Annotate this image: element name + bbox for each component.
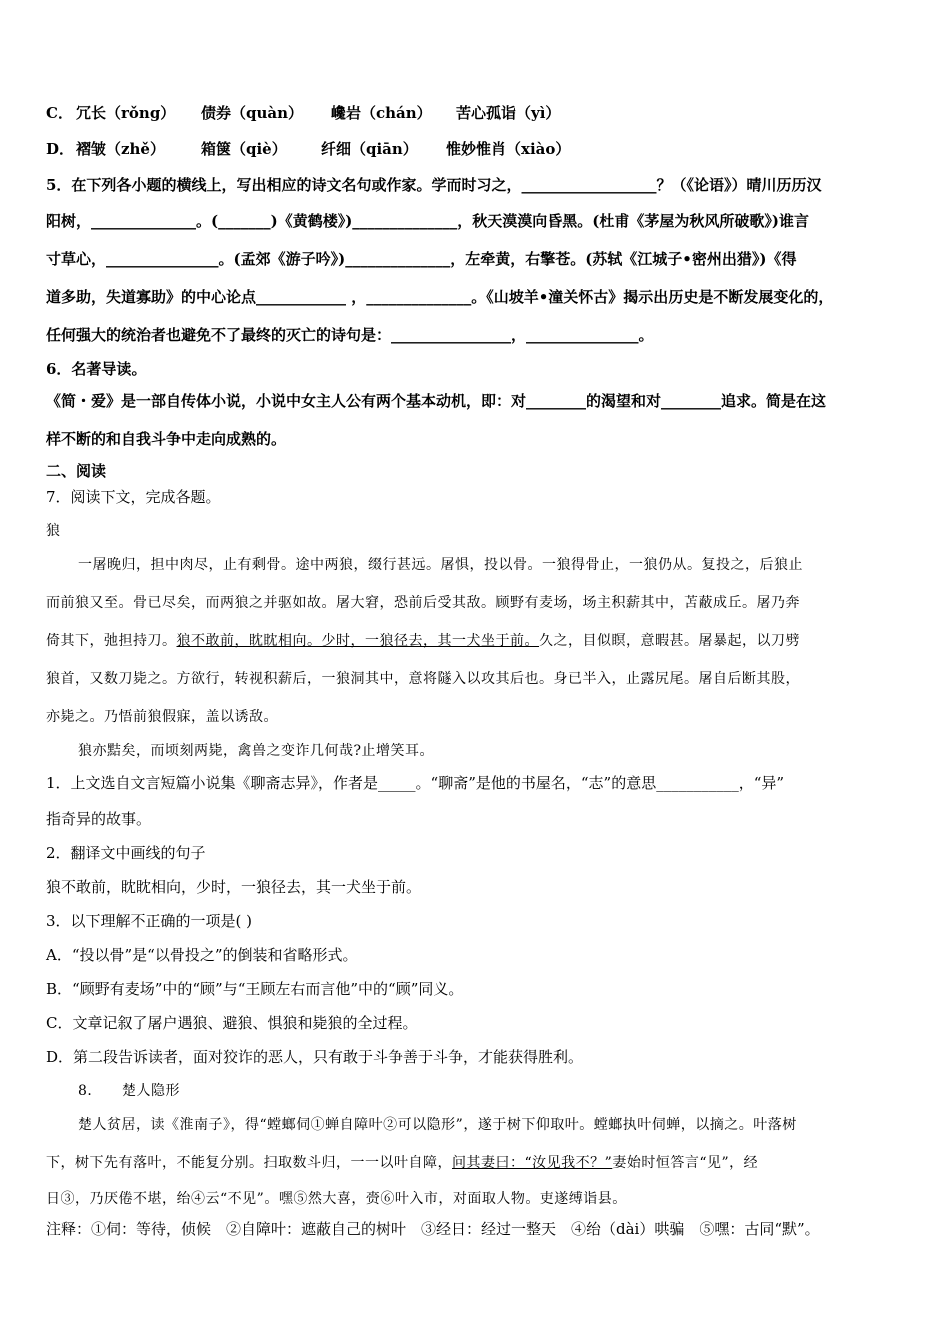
q8-line-3: 日③，乃厌倦不堪，绐④云“不见”。嘿⑤然大喜，赍⑥叶入市，对面取人物。吏遂缚诣县。 xyxy=(46,1191,627,1207)
q8-line-2-b: 妻始时恒答言“见”，经 xyxy=(612,1155,759,1171)
passage-line-3-b: 久之，目似瞑，意暇甚。屠暴起，以刀劈 xyxy=(539,633,800,649)
option-d-item-1: 褶皱（zhě） xyxy=(76,140,165,158)
q6-title: 6．名著导读。 xyxy=(46,360,147,378)
q5-line-2: 阳树，______________。(_______)《黄鹤楼》)______________，秋天漠漠向昏黑。(杜甫《茅屋为秋风所破歌》)谁言 xyxy=(46,212,809,230)
q8-underlined: 问其妻曰：“汝见我不？” xyxy=(452,1155,613,1171)
q5-line-3: 寸草心，_______________。(孟郊《游子吟》)______________，左牵黄，右擎苍。(苏轼《江城子•密州出猎》)《得 xyxy=(46,250,797,268)
q8-heading xyxy=(78,1080,180,1100)
option-c-item-3: 巉岩（chán） xyxy=(331,104,432,122)
q5-line-5: 任何强大的统治者也避免不了最终的灭亡的诗句是：________________，_______________。 xyxy=(46,326,654,344)
q7-sub1-line-2: 指奇异的故事。 xyxy=(46,810,152,828)
option-d-item-2: 箱箧（qiè） xyxy=(201,140,287,158)
passage-line-5: 亦毙之。乃悟前狼假寐，盖以诱敌。 xyxy=(46,709,278,725)
q7-choice-a: A．“投以骨”是“以骨投之”的倒装和省略形式。 xyxy=(46,946,358,964)
option-c-item-2: 债券（quàn） xyxy=(201,104,304,122)
passage-line-3 xyxy=(46,630,800,650)
passage-line-3-a: 倚其下，弛担持刀。 xyxy=(46,633,177,649)
q7-choice-d: D．第二段告诉读者，面对狡诈的恶人，只有敢于斗争善于斗争，才能获得胜利。 xyxy=(46,1048,584,1066)
option-d-item-3: 纤细（qiān） xyxy=(321,140,418,158)
option-c-item-1: 冗长（rǒng） xyxy=(76,104,176,122)
q7-sub2-sentence: 狼不敢前，眈眈相向，少时，一狼径去，其一犬坐于前。 xyxy=(46,878,422,896)
q7-choice-c: C．文章记叙了屠户遇狼、避狼、惧狼和毙狼的全过程。 xyxy=(46,1014,418,1032)
q7-sub1-line-1: 1．上文选自文言短篇小说集《聊斋志异》，作者是_____。“聊斋”是他的书屋名，“志”的意思___________，“异” xyxy=(46,774,785,792)
underlined-sentence: 狼不敢前，眈眈相向。少时，一狼径去，其一犬坐于前。 xyxy=(176,633,539,649)
q5-line-1: 5．在下列各小题的横线上，写出相应的诗文名句或作家。学而时习之，__________________？（《论语》）晴川历历汉 xyxy=(46,176,822,194)
option-c-item-4: 苦心孤诣（yì） xyxy=(456,104,561,122)
q7-title: 7．阅读下文，完成各题。 xyxy=(46,488,221,506)
option-c-letter: C． xyxy=(46,104,73,122)
option-c xyxy=(46,102,560,123)
q6-line-2: 样不断的和自我斗争中走向成熟的。 xyxy=(46,430,287,448)
option-d xyxy=(46,138,570,159)
passage-line-6: 狼亦黠矣，而顷刻两毙，禽兽之变诈几何哉?止增笑耳。 xyxy=(78,743,435,759)
q8-line-2-a: 下，树下先有落叶，不能复分别。扫取数斗归，一一以叶自障， xyxy=(46,1155,452,1171)
q8-notes: 注释：①伺：等待，侦候 ②自障叶：遮蔽自己的树叶 ③经日：经过一整天 ④绐（dài）哄骗 ⑤嘿：古同“默”。 xyxy=(46,1220,820,1238)
option-d-letter: D． xyxy=(46,140,75,158)
q8-line-1: 楚人贫居，读《淮南子》，得“螳螂伺①蝉自障叶②可以隐形”，遂于树下仰取叶。螳螂执叶伺蝉，以摘之。叶落树 xyxy=(78,1117,797,1133)
q8-number: 8． xyxy=(78,1083,102,1099)
q8-title: 楚人隐形 xyxy=(122,1083,180,1099)
passage-line-1: 一屠晚归，担中肉尽，止有剩骨。途中两狼，缀行甚远。屠惧，投以骨。一狼得骨止，一狼仍从。复投之，后狼止 xyxy=(78,557,803,573)
option-d-item-4: 惟妙惟肖（xiào） xyxy=(446,140,571,158)
passage-line-2: 而前狼又至。骨已尽矣，而两狼之并驱如故。屠大窘，恐前后受其敌。顾野有麦场，场主积薪其中，苫蔽成丘。屠乃奔 xyxy=(46,595,800,611)
passage-line-4: 狼首，又数刀毙之。方欲行，转视积薪后，一狼洞其中，意将隧入以攻其后也。身已半入，止露尻尾。屠自后断其股， xyxy=(46,671,800,687)
q7-sub2: 2．翻译文中画线的句子 xyxy=(46,844,206,862)
q7-sub3: 3．以下理解不正确的一项是( ) xyxy=(46,912,253,930)
q7-choice-b: B．“顾野有麦场”中的“顾”与“王顾左右而言他”中的“顾”同义。 xyxy=(46,980,464,998)
q5-line-4: 道多助，失道寡助》的中心论点____________ ，______________。《山坡羊•潼关怀古》揭示出历史是不断发展变化的， xyxy=(46,288,834,306)
passage-title: 狼 xyxy=(46,523,61,539)
q6-line-1: 《简・爱》是一部自传体小说，小说中女主人公有两个基本动机，即：对________的渴望和对________追求。简是在这 xyxy=(46,392,827,410)
section-heading: 二、阅读 xyxy=(46,462,107,480)
q8-line-2 xyxy=(46,1152,758,1172)
